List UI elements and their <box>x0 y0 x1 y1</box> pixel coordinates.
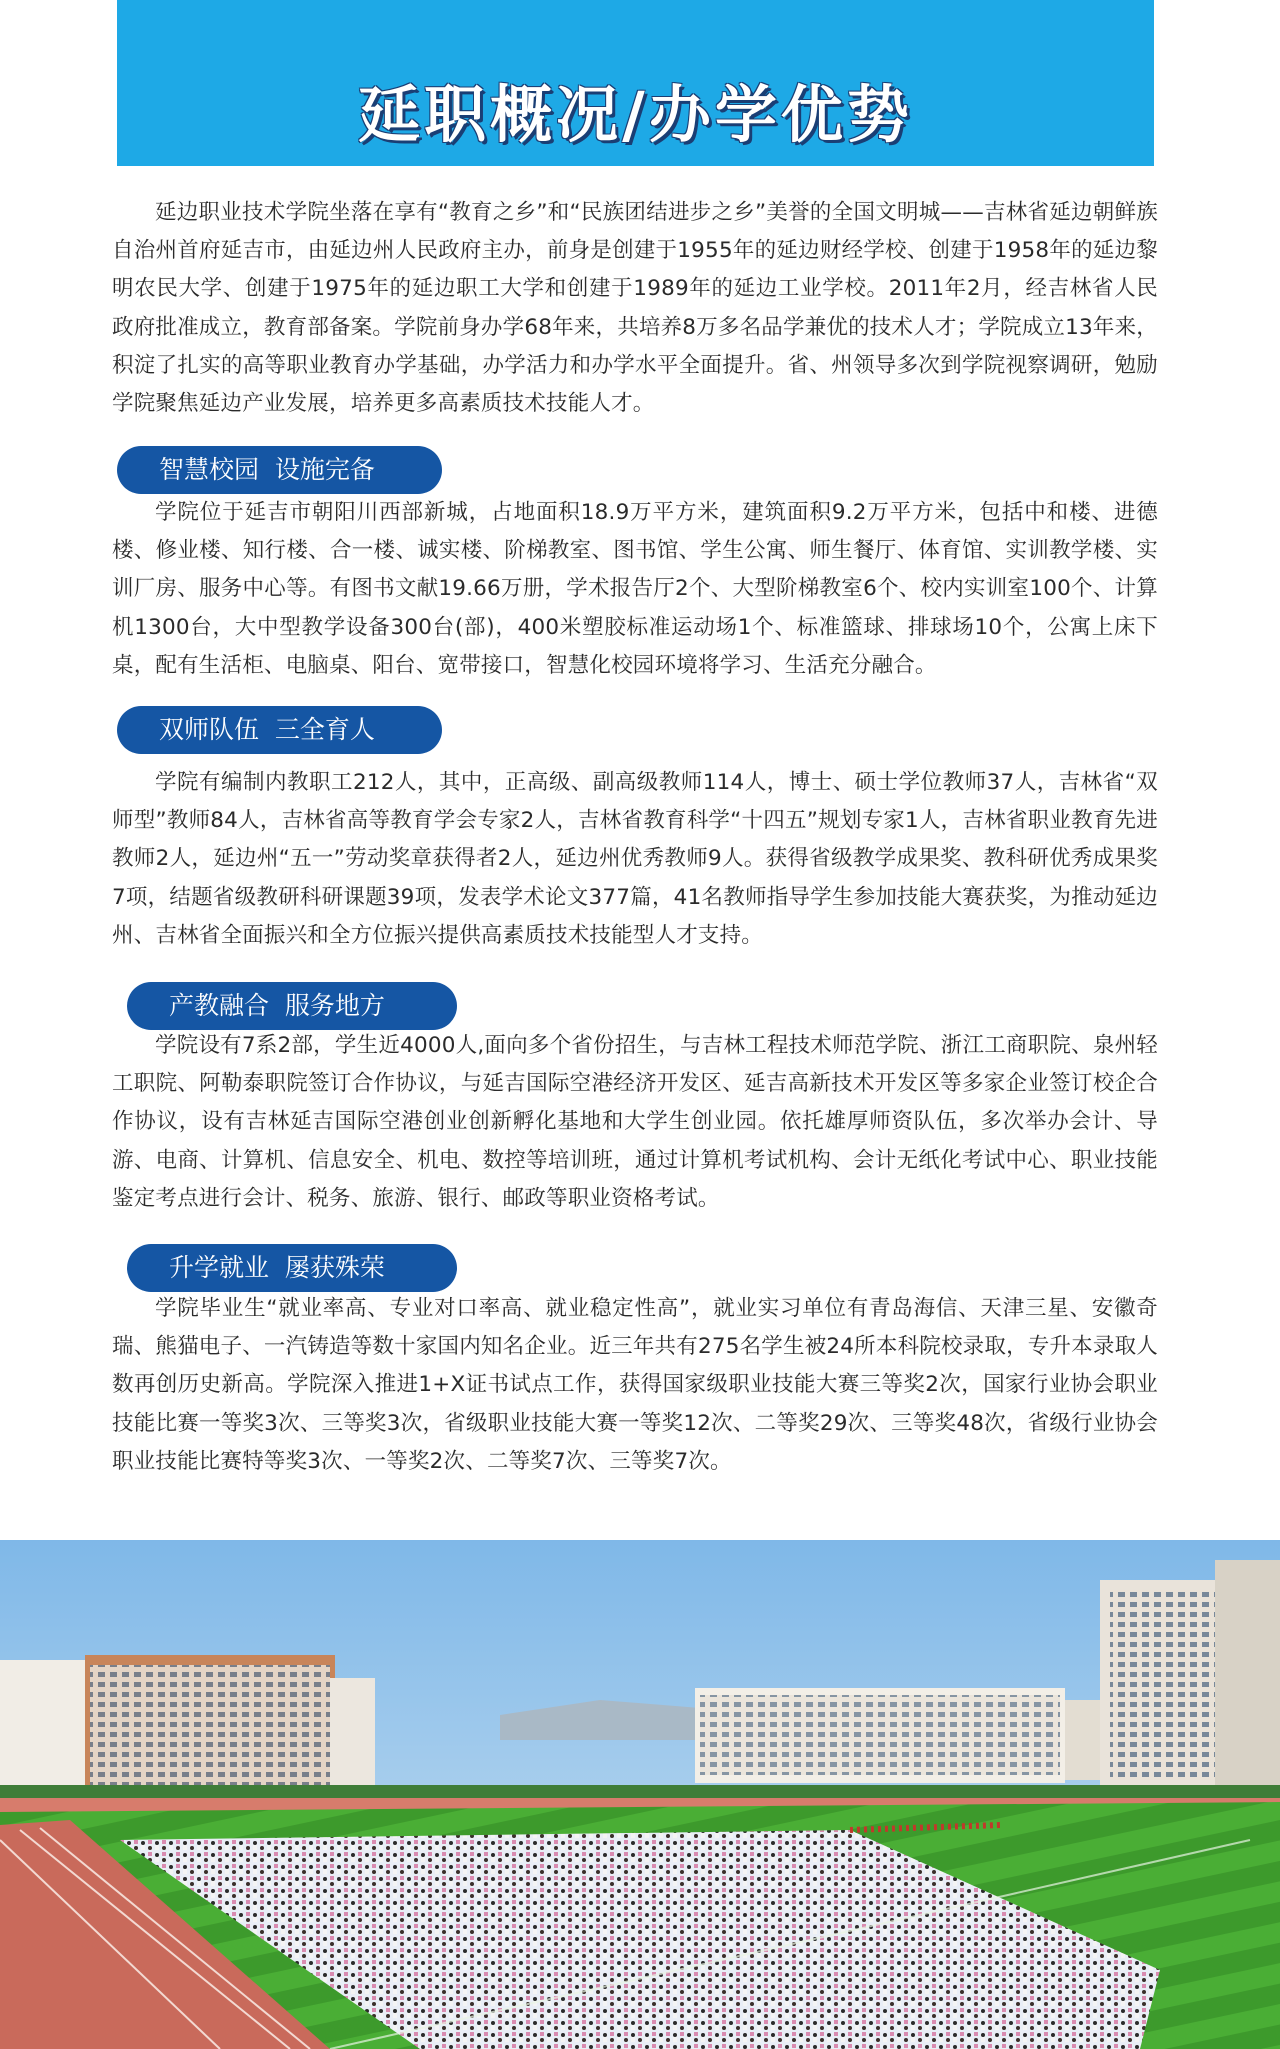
section-paragraph-industry: 学院设有7系2部，学生近4000人,面向多个省份招生，与吉林工程技术师范学院、浙江工商职院、泉州轻工职院、阿勒泰职院签订合作协议，与延吉国际空港经济开发区、延吉高新技术开发区等多家企业签订校企合作协议，设有吉林延吉国际空港创业创新孵化基地和大学生创业园。依托雄厚师资队伍，多次举办会计、导游、电商、计算机、信息安全、机电、数控等培训班，通过计算机考试机构、会计无纸化考试中心、职业技能鉴定考点进行会计、税务、旅游、银行、邮政等职业资格考试。 <box>112 1033 1158 1211</box>
section-heading-industry-label: 产教融合 服务地方 <box>169 991 385 1020</box>
section-heading-faculty-label: 双师队伍 三全育人 <box>159 715 375 744</box>
section-heading-industry <box>127 982 457 1030</box>
section-heading-campus <box>117 446 442 494</box>
section-heading-campus-label: 智慧校园 设施完备 <box>159 455 375 484</box>
section-paragraph-faculty: 学院有编制内教职工212人，其中，正高级、副高级教师114人，博士、硕士学位教师37人，吉林省“双师型”教师84人，吉林省高等教育学会专家2人，吉林省教育科学“十四五”规划专家1人，吉林省职业教育先进教师2人，延边州“五一”劳动奖章获得者2人，延边州优秀教师9人。获得省级教学成果奖、教科研优秀成果奖7项，结题省级教研科研课题39项，发表学术论文377篇，41名教师指导学生参加技能大赛获奖，为推动延边州、吉林省全面振兴和全方位振兴提供高素质技术技能型人才支持。 <box>112 770 1158 948</box>
section-paragraph-campus: 学院位于延吉市朝阳川西部新城，占地面积18.9万平方米，建筑面积9.2万平方米，包括中和楼、进德楼、修业楼、知行楼、合一楼、诚实楼、阶梯教室、图书馆、学生公寓、师生餐厅、体育馆、实训教学楼、实训厂房、服务中心等。有图书文献19.66万册，学术报告厅2个、大型阶梯教室6个、校内实训室100个、计算机1300台，大中型教学设备300台(部)，400米塑胶标准运动场1个、标准篮球、排球场10个，公寓上床下桌，配有生活柜、电脑桌、阳台、宽带接口，智慧化校园环境将学习、生活充分融合。 <box>112 500 1158 678</box>
section-heading-employment-label: 升学就业 屡获殊荣 <box>169 1253 385 1282</box>
intro-paragraph: 延边职业技术学院坐落在享有“教育之乡”和“民族团结进步之乡”美誉的全国文明城——吉林省延边朝鲜族自治州首府延吉市，由延边州人民政府主办，前身是创建于1955年的延边财经学校、创建于1958年的延边黎明农民大学、创建于1975年的延边职工大学和创建于1989年的延边工业学校。2011年2月，经吉林省人民政府批准成立，教育部备案。学院前身办学68年来，共培养8万多名品学兼优的技术人才；学院成立13年来，积淀了扎实的高等职业教育办学基础，办学活力和办学水平全面提升。省、州领导多次到学院视察调研，勉励学院聚焦延边产业发展，培养更多高素质技术技能人才。 <box>112 200 1158 417</box>
page-title: 延职概况/办学优势 <box>358 78 913 151</box>
header-banner <box>117 0 1154 166</box>
section-heading-employment <box>127 1244 457 1292</box>
section-heading-faculty <box>117 706 442 754</box>
campus-sports-field-photo <box>0 1540 1280 2049</box>
section-paragraph-employment: 学院毕业生“就业率高、专业对口率高、就业稳定性高”，就业实习单位有青岛海信、天津三星、安徽奇瑞、熊猫电子、一汽铸造等数十家国内知名企业。近三年共有275名学生被24所本科院校录取，专升本录取人数再创历史新高。学院深入推进1+X证书试点工作，获得国家级职业技能大赛三等奖2次，国家行业协会职业技能比赛一等奖3次、三等奖3次，省级职业技能大赛一等奖12次、二等奖29次、三等奖48次，省级行业协会职业技能比赛特等奖3次、一等奖2次、二等奖7次、三等奖7次。 <box>112 1296 1158 1474</box>
